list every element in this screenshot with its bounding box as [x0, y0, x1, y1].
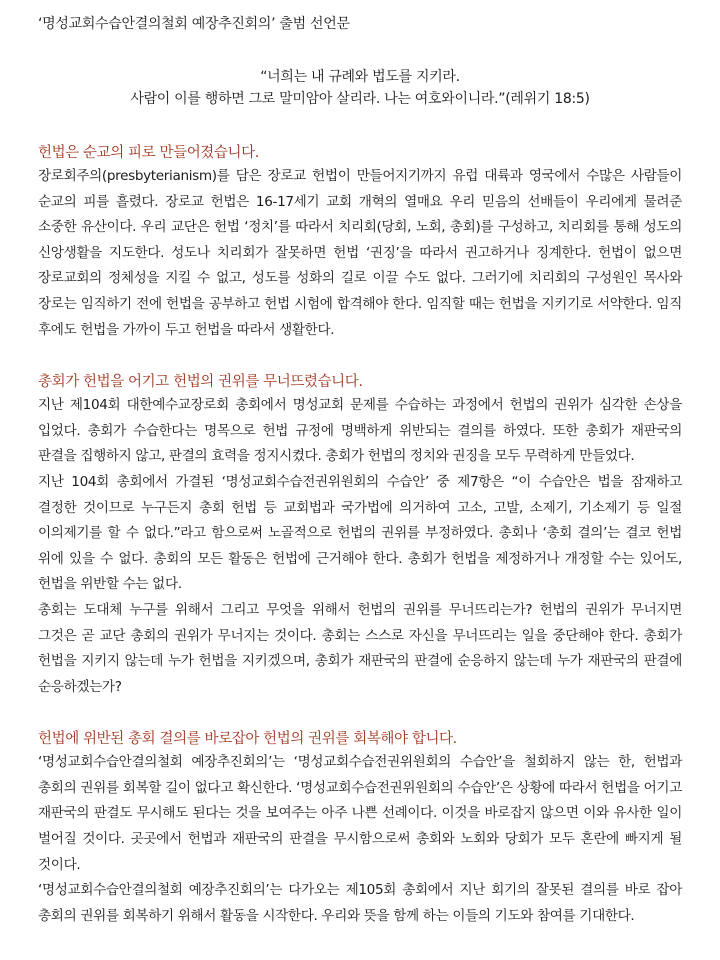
- section-paragraph: 지난 제104회 대한예수교장로회 총회에서 명성교회 문제를 수습하는 과정에서 헌법의 권위가 심각한 손상을 입었다. 총회가 수습한다는 명목으로 헌법 규정에 명백하게 위반되는 결의를 하였다. 또한 총회가 재판국의 판결을 집행하지 않고, 판결의 효력을 정지시켰다. 총회가 헌법의 정치와 권징을 모두 무력하게 만들었다.: [38, 397, 682, 465]
- document-title: ‘명성교회수습안결의철회 예장추진회의’ 출범 선언문: [38, 16, 350, 32]
- section-heading: 총회가 헌법을 어기고 헌법의 권위를 무너뜨렸습니다.: [38, 374, 363, 391]
- section-paragraph: 총회는 도대체 누구를 위해서 그리고 무엇을 위해서 헌법의 권위를 무너뜨리는가? 헌법의 권위가 무너지면 그것은 곧 교단 총회의 권위가 무너지는 것이다. 총회는 스스로 자신을 무너뜨리는 일을 중단해야 한다. 총회가 헌법을 지키지 않는데 누가 헌법을 지키겠으며, 총회가 재판국의 판결에 순응하지 않는데 누가 재판국의 판결에 순응하겠는가?: [38, 601, 682, 695]
- section-paragraph: 지난 104회 총회에서 가결된 ‘명성교회수습전권위원회의 수습안’ 중 제7항은 “이 수습안은 법을 잠재하고 결정한 것이므로 누구든지 총회 헌법 등 교회법과 국가법에 의거하여 고소, 고발, 소제기, 기소제기 등 일절 이의제기를 할 수 없다.”라고 함으로써 노골적으로 헌법의 권위를 부정하였다. 총회나 ‘총회 결의’는 결코 헌법 위에 있을 수 없다. 총회의 모든 활동은 헌법에 근거해야 한다. 총회가 헌법을 제정하거나 개정할 수는 있어도, 헌법을 위반할 수는 없다.: [38, 473, 682, 593]
- section-paragraph: 장로회주의(presbyterianism)를 담은 장로교 헌법이 만들어지기까지 유럽 대륙과 영국에서 수많은 사람들이 순교의 피를 흘렸다. 장로교 헌법은 16-17세기 교회 개혁의 열매요 우리 믿음의 선배들이 우리에게 물려준 소중한 유산이다. 우리 교단은 헌법 ‘정치’를 따라서 치리회(당회, 노회, 총회)를 구성하고, 치리회를 통해 성도의 신앙생활을 지도한다. 성도나 치리회가 잘못하면 헌법 ‘권징’을 따라서 권고하거나 징계한다. 헌법이 없으면 장로교회의 정체성을 지킬 수 없고, 성도를 성화의 길로 이끌 수도 없다. 그러기에 치리회의 구성원인 목사와 장로는 임직하기 전에 헌법을 공부하고 헌법 시험에 합격해야 한다. 임직할 때는 헌법을 지키기로 서약한다. 임직 후에도 헌법을 가까이 두고 헌법을 따라서 생활한다.: [38, 168, 682, 338]
- section-heading: 헌법에 위반된 총회 결의를 바로잡아 헌법의 권위를 회복해야 합니다.: [38, 731, 457, 748]
- quote-line: 사람이 이를 행하면 그로 말미암아 살리라. 나는 여호와이니라.”(레위기 18:5): [130, 91, 590, 107]
- section-paragraph: ‘명성교회수습안결의철회 예장추진회의’는 다가오는 제105회 총회에서 지난 회기의 잘못된 결의를 바로 잡아 총회의 권위를 회복하기 위해서 활동을 시작한다. 우리와 뜻을 함께 하는 이들의 기도와 참여를 기대한다.: [38, 882, 682, 924]
- section-restore-authority: [38, 728, 682, 929]
- quote-line: “너희는 내 규례와 법도를 지키라.: [260, 69, 460, 85]
- section-constitution-martyrdom: [38, 142, 682, 343]
- scripture-quote: [38, 66, 682, 110]
- section-paragraph: ‘명성교회수습안결의철회 예장추진회의’는 ‘명성교회수습전권위원회의 수습안’을 철회하지 않는 한, 헌법과 총회의 권위를 회복할 길이 없다고 확신한다. ‘명성교회수습전권위원회의 수습안’은 상황에 따라서 헌법을 어기고 재판국의 판결도 무시해도 된다는 것을 보여주는 아주 나쁜 선례이다. 이것을 바로잡지 않으면 이와 유사한 일이 벌어질 것이다. 곳곳에서 헌법과 재판국의 판결을 무시함으로써 총회와 노회와 당회가 모두 혼란에 빠지게 될 것이다.: [38, 754, 682, 873]
- section-heading: 헌법은 순교의 피로 만들어졌습니다.: [38, 145, 259, 161]
- section-assembly-violation: [38, 371, 682, 700]
